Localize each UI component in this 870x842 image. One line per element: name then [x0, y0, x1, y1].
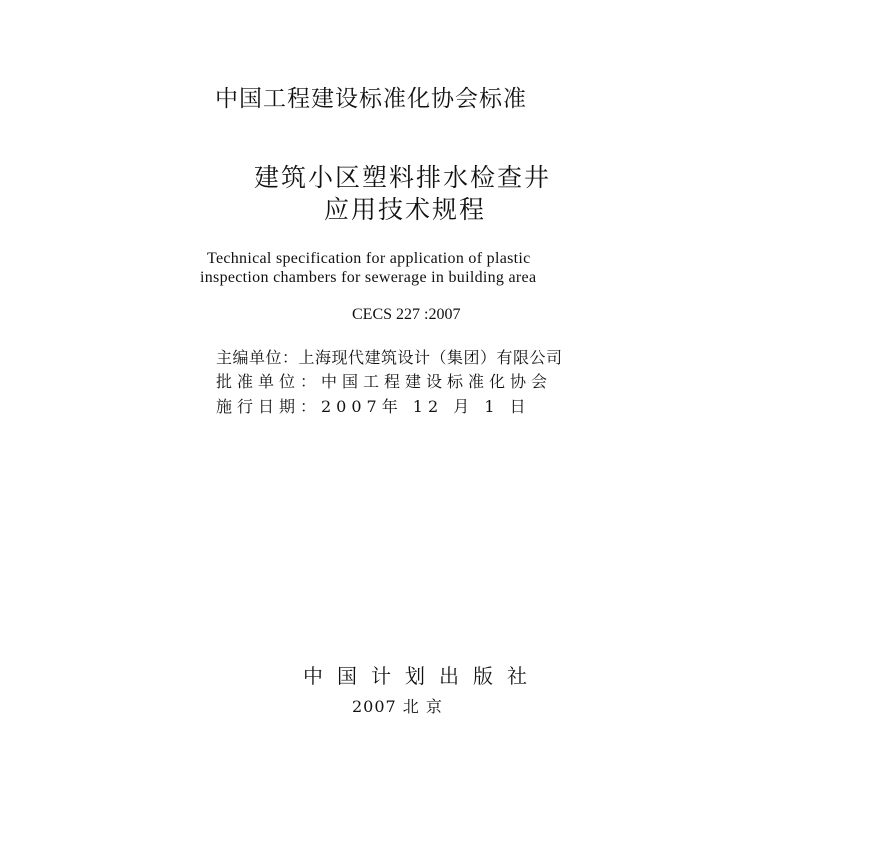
publisher-name: 中国计划出版社	[303, 664, 541, 688]
approving-unit: 批准单位：中国工程建设标准化协会	[216, 372, 553, 391]
document-title-line-1: 建筑小区塑料排水检查井	[254, 163, 552, 192]
standard-organization: 中国工程建设标准化协会标准	[215, 86, 527, 112]
effective-date: 施行日期：2007年 12 月 1 日	[216, 397, 531, 416]
english-title-line-1: Technical specification for application of plastic	[207, 250, 531, 267]
document-title-line-2: 应用技术规程	[324, 195, 487, 224]
publication-place-year: 2007 北 京	[352, 697, 443, 716]
chief-editor-unit: 主编单位：上海现代建筑设计（集团）有限公司	[216, 348, 563, 367]
english-title-line-2: inspection chambers for sewerage in building area	[200, 269, 537, 286]
standard-code: CECS 227 :2007	[352, 306, 461, 323]
